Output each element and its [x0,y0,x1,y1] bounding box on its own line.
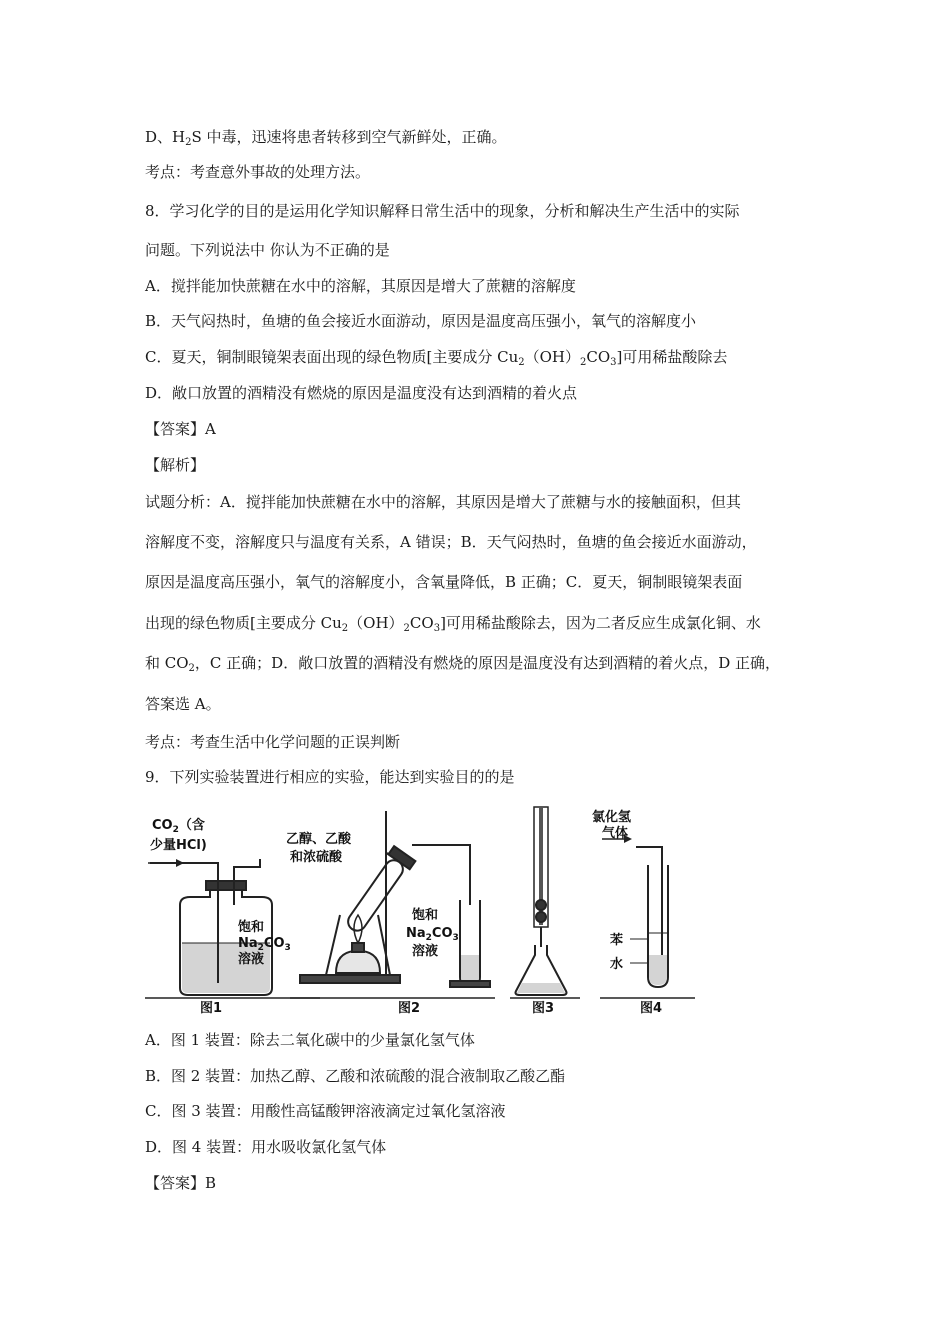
q9-stem: 9．下列实验装置进行相应的实验，能达到实验目的的是 [145,768,515,786]
figure3-titration [516,807,567,995]
fig3-caption: 图3 [532,1001,555,1015]
fig4-water-label: 水 [610,957,624,972]
fig2-reagent-line1: 乙醇、乙酸 [286,832,352,847]
fig4-gas-line2: 气体 [602,826,629,841]
fig1-liquid-line3: 溶液 [238,952,265,967]
fig2-liquid-line1: 饱和 [412,908,439,923]
q8-analysis-line3: 原因是温度高压强小，氧气的溶解度小，含氧量降低，B 正确；C．夏天，铜制眼镜架表面 [145,573,743,591]
q7-point: 考点：考查意外事故的处理方法。 [145,163,371,181]
q9-option-b: B．图 2 装置：加热乙醇、乙酸和浓硫酸的混合液制取乙酸乙酯 [145,1067,566,1085]
q8-stem-line1: 8．学习化学的目的是运用化学知识解释日常生活中的现象，分析和解决生产生活中的实际 [145,202,740,220]
q8-answer: 【答案】A [145,420,216,438]
figure4-absorption [630,847,668,987]
q8-analysis-line6: 答案选 A。 [145,695,221,713]
fig2-liquid-line2: $Na_2CO_3$ [406,926,459,943]
q8-point: 考点：考查生活中化学问题的正误判断 [145,733,401,751]
fig2-caption: 图2 [398,1001,421,1015]
q8-analysis-line1: 试题分析：A．搅拌能加快蔗糖在水中的溶解，其原因是增大了蔗糖与水的接触面积，但其 [145,493,741,511]
fig1-caption: 图1 [200,1001,223,1015]
q9-option-a: A．图 1 装置：除去二氧化碳中的少量氯化氢气体 [145,1031,475,1049]
q8-analysis-line4: 出现的绿色物质[主要成分 $Cu_2(OH)_2CO_3$]可用稀盐酸除去，因为二者反应生成氯化铜、水 [145,614,761,634]
q7-option-d: D、$H_2S$ 中毒，迅速将患者转移到空气新鲜处，正确。 [145,128,507,148]
q8-stem-line2: 问题。下列说法中 你认为不正确的是 [145,241,390,259]
q9-option-d: D．图 4 装置：用水吸收氯化氢气体 [145,1138,387,1156]
fig4-gas-line1: 氯化氢 [592,810,632,825]
fig1-gas-label-line2: 少量HCl) [150,838,207,853]
q9-option-c: C．图 3 装置：用酸性高锰酸钾溶液滴定过氧化氢溶液 [145,1102,506,1120]
fig1-liquid-line2: $Na_2CO_3$ [238,936,291,953]
fig2-reagent-line2: 和浓硫酸 [290,850,343,865]
q8-analysis-line2: 溶解度不变，溶解度只与温度有关系，A 错误；B．天气闷热时，鱼塘的鱼会接近水面游动， [145,533,757,551]
fig1-liquid-line1: 饱和 [238,920,265,935]
q9-answer: 【答案】B [145,1174,217,1192]
fig1-gas-label: $CO_2$（含 [152,818,205,835]
q8-option-c: C．夏天，铜制眼镜架表面出现的绿色物质[主要成分 $Cu_2(OH)_2CO_3$]可用稀盐酸除去 [145,348,728,368]
fig2-liquid-line3: 溶液 [412,944,439,959]
apparatus-figure [140,805,700,1015]
fig4-caption: 图4 [640,1001,663,1015]
fig4-benzene-label: 苯 [610,933,624,948]
q8-analysis-heading: 【解析】 [145,456,206,474]
q8-option-b: B．天气闷热时，鱼塘的鱼会接近水面游动，原因是温度高压强小，氧气的溶解度小 [145,312,697,330]
q8-option-a: A．搅拌能加快蔗糖在水中的溶解，其原因是增大了蔗糖的溶解度 [145,277,576,295]
q8-option-d: D．敞口放置的酒精没有燃烧的原因是温度没有达到酒精的着火点 [145,384,578,402]
q8-analysis-line5: 和 $CO_2$，C 正确；D．敞口放置的酒精没有燃烧的原因是温度没有达到酒精的着火点，D 正确， [145,654,780,674]
